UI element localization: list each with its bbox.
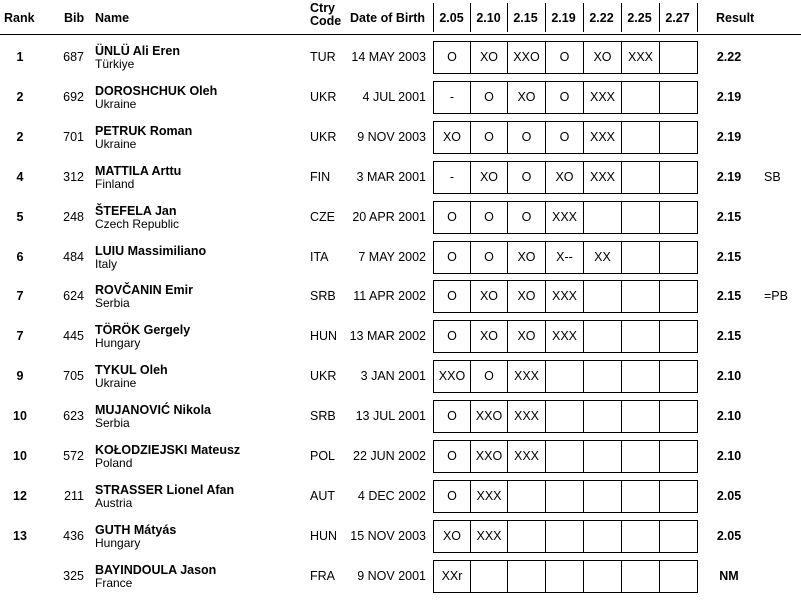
- athlete-result: 2.10: [716, 409, 742, 424]
- athlete-name: MATTILA Arttu: [95, 163, 182, 178]
- attempt-cell: O: [470, 201, 508, 234]
- attempt-cell: XXO: [507, 41, 546, 74]
- attempt-cell: O: [545, 41, 584, 74]
- athlete-country: Serbia: [95, 416, 130, 431]
- header-name: Name: [95, 11, 130, 25]
- attempt-cell: [659, 201, 698, 234]
- attempt-cell: [621, 520, 660, 553]
- attempt-cell: O: [545, 81, 584, 114]
- attempt-cell: [659, 41, 698, 74]
- athlete-date-of-birth: 9 NOV 2001: [357, 568, 426, 583]
- table-row: [0, 78, 801, 117]
- athlete-name: LUIU Massimiliano: [95, 243, 207, 258]
- athlete-name: PETRUK Roman: [95, 123, 193, 138]
- athlete-rank: 1: [16, 50, 24, 64]
- athlete-bib: 572: [63, 449, 84, 463]
- attempt-cell: [545, 560, 584, 593]
- athlete-country: Finland: [95, 176, 135, 191]
- athlete-country: Italy: [95, 256, 118, 271]
- athlete-name: STRASSER Lionel Afan: [95, 482, 235, 497]
- attempt-cell: XO: [507, 280, 546, 313]
- header-rank: Rank: [4, 11, 35, 25]
- athlete-country-code: SRB: [310, 289, 336, 304]
- athlete-country-code: UKR: [310, 89, 337, 104]
- header-height-3: 2.15: [513, 11, 538, 25]
- attempt-cell: XXX: [545, 201, 584, 234]
- attempt-cell: [583, 320, 622, 353]
- athlete-date-of-birth: 9 NOV 2003: [357, 129, 426, 144]
- header-ctry: Ctry: [310, 1, 336, 15]
- athlete-country: Ukraine: [95, 376, 137, 391]
- athlete-rank: 10: [13, 409, 27, 424]
- attempt-cell: XXX: [507, 360, 546, 393]
- attempt-cell: XO: [545, 161, 584, 194]
- attempt-cell: [545, 400, 584, 433]
- athlete-bib: 211: [64, 488, 84, 503]
- attempt-cell: [659, 360, 698, 393]
- header-divider: [697, 3, 698, 32]
- attempt-cell: O: [433, 41, 471, 74]
- attempt-cell: [659, 161, 698, 194]
- athlete-result: 2.05: [716, 528, 742, 543]
- athlete-rank: 6: [16, 249, 24, 264]
- athlete-result: 2.10: [716, 369, 742, 384]
- athlete-result: 2.15: [716, 329, 742, 344]
- athlete-result: 2.19: [716, 129, 742, 144]
- attempt-cell: [545, 440, 584, 473]
- attempt-cell: O: [470, 121, 508, 154]
- attempt-cell: [659, 241, 698, 274]
- attempt-cell: [507, 560, 546, 593]
- table-row: [0, 317, 801, 356]
- attempt-cell: [621, 161, 660, 194]
- attempt-cell: [621, 400, 660, 433]
- attempt-cell: XO: [470, 280, 508, 313]
- attempt-cell: -: [433, 161, 471, 194]
- athlete-date-of-birth: 22 JUN 2002: [353, 449, 426, 463]
- athlete-bib: 687: [63, 50, 84, 64]
- athlete-rank: 10: [13, 449, 27, 463]
- athlete-result: 2.22: [716, 50, 742, 64]
- athlete-name: ÜNLÜ Ali Eren: [95, 44, 180, 58]
- athlete-country: Serbia: [95, 296, 130, 311]
- attempt-cell: XXX: [507, 440, 546, 473]
- athlete-rank: 13: [13, 528, 27, 543]
- athlete-result: NM: [719, 568, 739, 583]
- athlete-bib: 623: [63, 409, 84, 424]
- attempt-cell: [659, 400, 698, 433]
- attempt-cell: [583, 480, 622, 513]
- attempt-cell: [621, 360, 660, 393]
- attempt-cell: O: [433, 440, 471, 473]
- header-height-7: 2.27: [665, 11, 690, 25]
- attempt-cell: XXX: [545, 320, 584, 353]
- athlete-rank: 4: [16, 169, 24, 184]
- attempt-cell: XXX: [470, 480, 508, 513]
- attempt-cell: [659, 480, 698, 513]
- athlete-rank: 7: [16, 329, 24, 344]
- attempt-cell: XO: [507, 320, 546, 353]
- athlete-rank: 9: [16, 369, 24, 384]
- header-height-2: 2.10: [476, 11, 501, 25]
- attempt-cell: [507, 520, 546, 553]
- athlete-country-code: HUN: [310, 329, 338, 344]
- athlete-date-of-birth: 13 JUL 2001: [355, 409, 426, 424]
- table-row: [0, 557, 801, 596]
- athlete-bib: 312: [63, 169, 84, 184]
- attempt-cell: [621, 440, 660, 473]
- athlete-result: 2.05: [716, 488, 742, 503]
- attempt-cell: O: [433, 480, 471, 513]
- athlete-country-code: AUT: [310, 488, 335, 503]
- athlete-name: GUTH Mátyás: [95, 522, 177, 537]
- athlete-date-of-birth: 7 MAY 2002: [358, 249, 426, 264]
- attempt-cell: [621, 121, 660, 154]
- header-divider: [507, 3, 508, 32]
- table-row: [0, 397, 801, 436]
- attempt-cell: [659, 320, 698, 353]
- athlete-bib: 248: [63, 209, 84, 224]
- table-row: [0, 38, 801, 77]
- attempt-cell: XO: [470, 41, 508, 74]
- athlete-name: BAYINDOULA Jason: [95, 562, 217, 577]
- table-row: [0, 277, 801, 316]
- attempt-cell: [621, 320, 660, 353]
- attempt-cell: XO: [433, 121, 471, 154]
- attempt-cell: [545, 520, 584, 553]
- attempt-cell: [545, 360, 584, 393]
- attempt-cell: [659, 121, 698, 154]
- attempt-cell: O: [470, 360, 508, 393]
- attempt-cell: [659, 520, 698, 553]
- athlete-bib: 484: [63, 249, 84, 264]
- athlete-country: Hungary: [95, 535, 141, 550]
- athlete-country-code: UKR: [310, 129, 337, 144]
- header-divider: [545, 3, 546, 32]
- header-result: Result: [716, 11, 755, 25]
- table-row: [0, 517, 801, 556]
- attempt-cell: [621, 241, 660, 274]
- athlete-name: MUJANOVIĆ Nikola: [95, 403, 211, 418]
- athlete-name: KOŁODZIEJSKI Mateusz: [95, 443, 241, 457]
- athlete-rank: 12: [13, 488, 27, 503]
- attempt-cell: O: [433, 280, 471, 313]
- attempt-cell: XXX: [545, 280, 584, 313]
- attempt-cell: XXO: [470, 440, 508, 473]
- athlete-date-of-birth: 4 JUL 2001: [362, 89, 426, 104]
- table-row: [0, 477, 801, 516]
- attempt-cell: [621, 280, 660, 313]
- athlete-date-of-birth: 20 APR 2001: [352, 209, 426, 224]
- header-divider: [583, 3, 584, 32]
- athlete-name: TÖRÖK Gergely: [95, 323, 191, 338]
- attempt-cell: [621, 560, 660, 593]
- athlete-country-code: ITA: [310, 249, 329, 264]
- athlete-bib: 692: [63, 89, 84, 104]
- athlete-date-of-birth: 15 NOV 2003: [350, 528, 426, 543]
- athlete-date-of-birth: 3 MAR 2001: [356, 169, 426, 184]
- attempt-cell: O: [433, 400, 471, 433]
- athlete-result-note: SB: [764, 169, 781, 184]
- attempt-cell: XXO: [470, 400, 508, 433]
- attempt-cell: [470, 560, 508, 593]
- athlete-result: 2.15: [716, 209, 742, 224]
- athlete-date-of-birth: 3 JAN 2001: [360, 369, 426, 384]
- attempt-cell: [583, 440, 622, 473]
- attempt-cell: [621, 201, 660, 234]
- attempt-cell: O: [545, 121, 584, 154]
- attempt-cell: XO: [583, 41, 622, 74]
- header-height-1: 2.05: [439, 11, 464, 25]
- header-divider: [621, 3, 622, 32]
- attempt-cell: XO: [433, 520, 471, 553]
- attempt-cell: XXX: [507, 400, 546, 433]
- attempt-cell: XXO: [433, 360, 471, 393]
- table-row: [0, 198, 801, 237]
- attempt-cell: [507, 480, 546, 513]
- athlete-date-of-birth: 11 APR 2002: [353, 289, 426, 304]
- athlete-country: France: [95, 575, 133, 590]
- attempt-cell: O: [433, 320, 471, 353]
- attempt-cell: [583, 520, 622, 553]
- athlete-country-code: CZE: [310, 209, 335, 224]
- attempt-cell: [621, 480, 660, 513]
- attempt-cell: O: [433, 241, 471, 274]
- attempt-cell: XO: [470, 320, 508, 353]
- attempt-cell: XO: [507, 81, 546, 114]
- athlete-result: 2.10: [716, 449, 742, 463]
- table-row: [0, 118, 801, 157]
- attempt-cell: [583, 201, 622, 234]
- attempt-cell: XXX: [583, 81, 622, 114]
- attempt-cell: O: [470, 241, 508, 274]
- header-date-of-birth: Date of Birth: [350, 11, 425, 25]
- header-divider: [659, 3, 660, 32]
- header-divider: [470, 3, 471, 32]
- athlete-name: ROVČANIN Emir: [95, 283, 193, 298]
- athlete-country: Türkiye: [95, 57, 135, 71]
- attempt-cell: XO: [470, 161, 508, 194]
- table-row: [0, 437, 801, 476]
- header-bib: Bib: [64, 11, 85, 25]
- attempt-cell: [583, 360, 622, 393]
- athlete-date-of-birth: 13 MAR 2002: [349, 329, 426, 344]
- athlete-result: 2.19: [716, 89, 742, 104]
- attempt-cell: [583, 400, 622, 433]
- athlete-country-code: POL: [310, 449, 336, 463]
- attempt-cell: O: [507, 161, 546, 194]
- athlete-country: Poland: [95, 456, 133, 470]
- athlete-date-of-birth: 14 MAY 2003: [351, 50, 426, 64]
- attempt-cell: [583, 280, 622, 313]
- attempt-cell: O: [507, 121, 546, 154]
- attempt-cell: [659, 81, 698, 114]
- athlete-date-of-birth: 4 DEC 2002: [357, 488, 426, 503]
- athlete-country: Hungary: [95, 336, 141, 351]
- header-country-code: [310, 2, 341, 28]
- athlete-result: 2.15: [716, 249, 742, 264]
- athlete-bib: 436: [63, 528, 84, 543]
- header-divider: [433, 3, 434, 32]
- attempt-cell: [659, 440, 698, 473]
- attempt-cell: XO: [507, 241, 546, 274]
- attempt-cell: X--: [545, 241, 584, 274]
- athlete-country: Ukraine: [95, 96, 137, 111]
- attempt-cell: XXX: [621, 41, 660, 74]
- attempt-cell: [545, 480, 584, 513]
- table-row: [0, 238, 801, 277]
- table-row: [0, 158, 801, 197]
- attempt-cell: XXX: [583, 121, 622, 154]
- attempt-cell: XXX: [470, 520, 508, 553]
- athlete-result-note: =PB: [764, 289, 788, 304]
- athlete-name: DOROSHCHUK Oleh: [95, 83, 218, 98]
- header-height-5: 2.22: [589, 11, 614, 25]
- header-height-6: 2.25: [627, 11, 652, 25]
- attempt-cell: XXX: [583, 161, 622, 194]
- athlete-bib: 445: [63, 329, 84, 344]
- athlete-country-code: TUR: [310, 50, 336, 64]
- athlete-country-code: UKR: [310, 369, 337, 384]
- athlete-country: Ukraine: [95, 136, 137, 151]
- athlete-country: Czech Republic: [95, 216, 180, 231]
- attempt-cell: [659, 560, 698, 593]
- attempt-cell: [659, 280, 698, 313]
- athlete-result: 2.19: [716, 169, 742, 184]
- athlete-rank: 5: [16, 209, 24, 224]
- attempt-cell: [583, 560, 622, 593]
- attempt-cell: XX: [583, 241, 622, 274]
- athlete-country: Austria: [95, 495, 133, 510]
- athlete-rank: 2: [16, 129, 24, 144]
- athlete-result: 2.15: [716, 289, 742, 304]
- athlete-rank: 2: [16, 89, 24, 104]
- athlete-name: ŠTEFELA Jan: [95, 203, 177, 218]
- attempt-cell: XXr: [433, 560, 471, 593]
- athlete-bib: 705: [63, 369, 84, 384]
- header-height-4: 2.19: [551, 11, 576, 25]
- athlete-country-code: HUN: [310, 528, 338, 543]
- athlete-country-code: FIN: [310, 169, 331, 184]
- athlete-country-code: SRB: [310, 409, 336, 424]
- table-row: [0, 357, 801, 396]
- athlete-bib: 701: [63, 129, 84, 144]
- athlete-bib: 325: [63, 568, 84, 583]
- attempt-cell: O: [433, 201, 471, 234]
- results-header: [0, 0, 801, 35]
- header-code: Code: [310, 14, 342, 28]
- athlete-name: TYKUL Oleh: [95, 363, 168, 378]
- attempt-cell: O: [507, 201, 546, 234]
- attempt-cell: [621, 81, 660, 114]
- attempt-cell: O: [470, 81, 508, 114]
- attempt-cell: -: [433, 81, 471, 114]
- athlete-bib: 624: [63, 289, 84, 304]
- athlete-rank: 7: [16, 289, 24, 304]
- athlete-country-code: FRA: [310, 568, 335, 583]
